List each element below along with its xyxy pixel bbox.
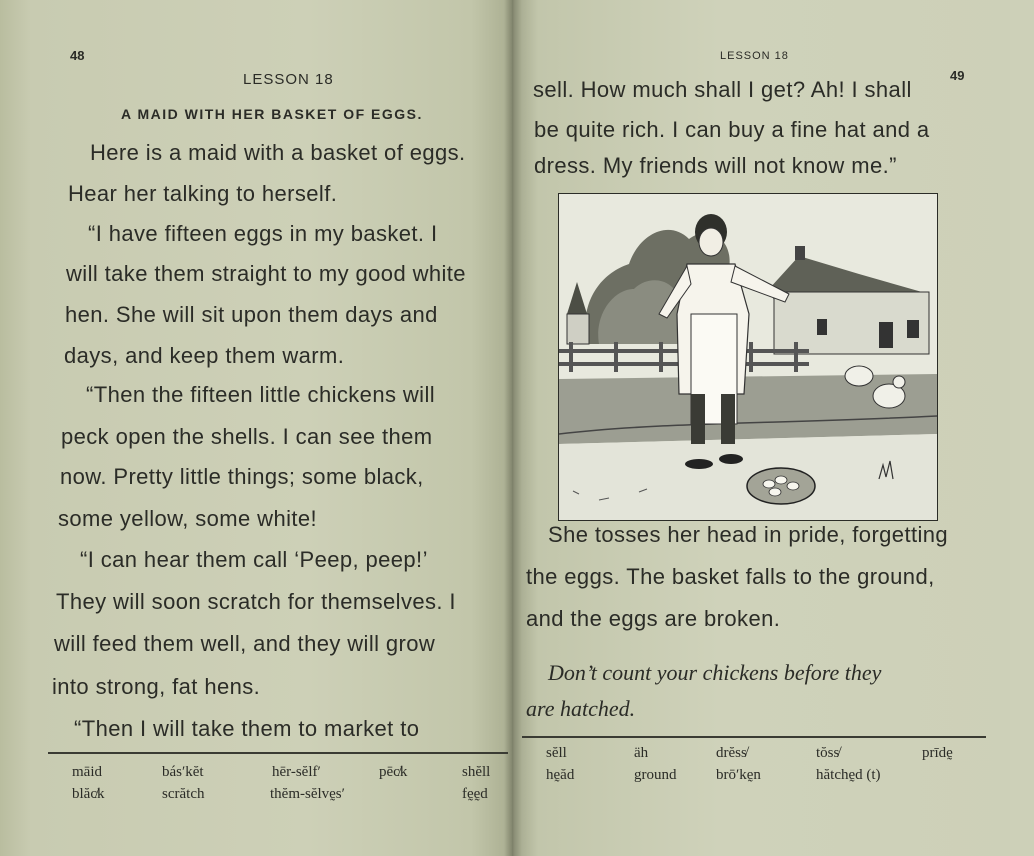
text-line: “Then the fifteen little chickens will (86, 382, 436, 407)
vocab-word: tŏss̸ (816, 745, 840, 761)
vocab-word: prīdḛ (922, 745, 953, 761)
vocab-word: hătchḛd (t) (816, 767, 881, 783)
divider-rule (48, 752, 508, 754)
text-line: will take them straight to my good white (66, 261, 466, 286)
vocab-word: blăc̸k (72, 786, 105, 802)
lesson-heading: LESSON 18 (243, 71, 334, 88)
divider-rule (522, 736, 986, 738)
text-line: and the eggs are broken. (526, 606, 781, 631)
vocab-word: māid (72, 764, 102, 780)
text-line: She tosses her head in pride, forgetting (548, 522, 949, 547)
moral-line: Don’t count your chickens before they (548, 660, 882, 685)
page-number: 48 (70, 48, 85, 63)
text-line: “I have fifteen eggs in my basket. I (88, 221, 438, 246)
vocab-word: hēr-sĕlf′ (272, 764, 321, 780)
vocab-word: drĕss̸ (716, 745, 747, 761)
text-line: the eggs. The basket falls to the ground, (526, 564, 935, 589)
book-gutter (504, 0, 522, 856)
vocab-word: pēc̸k (379, 764, 408, 780)
text-line: They will soon scratch for themselves. I (56, 589, 456, 614)
vocab-word: bás′kĕt (162, 764, 204, 780)
lesson-heading: LESSON 18 (720, 50, 789, 62)
vocab-word: thĕm-sĕlvḛs′ (270, 786, 345, 802)
left-text-block (0, 0, 512, 760)
story-illustration (558, 193, 938, 521)
text-line: hen. She will sit upon them days and (65, 302, 438, 327)
text-line: Here is a maid with a basket of eggs. (90, 140, 466, 165)
text-line: some yellow, some white! (58, 506, 318, 531)
text-line: days, and keep them warm. (64, 343, 345, 368)
left-page (0, 0, 512, 856)
vocab-word: shĕll (462, 764, 491, 780)
text-line: sell. How much shall I get? Ah! I shall (533, 77, 912, 102)
text-line: dress. My friends will not know me.” (534, 153, 897, 178)
vocab-word: äh (634, 745, 649, 761)
text-line: Hear her talking to herself. (68, 181, 338, 206)
moral-line: are hatched. (526, 696, 636, 721)
vocab-word: ground (634, 767, 677, 783)
text-line: “I can hear them call ‘Peep, peep!’ (80, 547, 428, 572)
text-line: into strong, fat hens. (52, 674, 261, 699)
text-line: peck open the shells. I can see them (61, 424, 433, 449)
vocab-word: scrătch (162, 786, 205, 802)
vocab-word: fḛḛd (462, 786, 488, 802)
vocab-word: brō′kḛn (716, 767, 761, 783)
vocab-word: hḛăd (546, 767, 575, 783)
text-line: “Then I will take them to market to (74, 716, 420, 741)
text-line: now. Pretty little things; some black, (60, 464, 424, 489)
vocab-word: sĕll (546, 745, 567, 761)
story-title: A MAID WITH HER BASKET OF EGGS. (121, 106, 423, 122)
text-line: will feed them well, and they will grow (54, 631, 436, 656)
page-number: 49 (950, 68, 965, 83)
text-line: be quite rich. I can buy a fine hat and a (534, 117, 930, 142)
